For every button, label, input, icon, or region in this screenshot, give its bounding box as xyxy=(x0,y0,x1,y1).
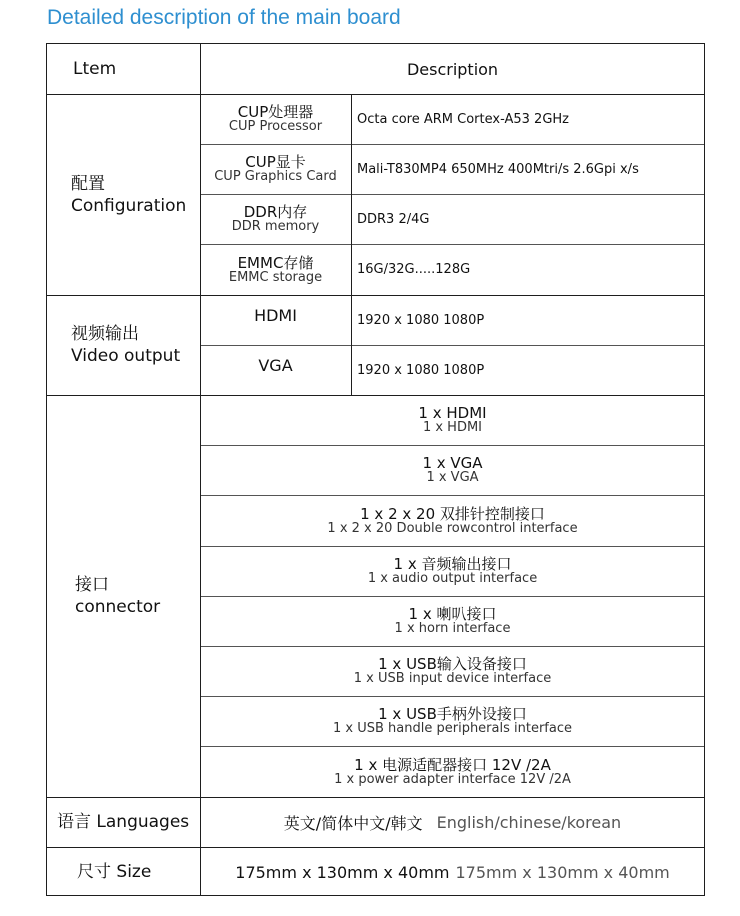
config-name-zh: CUP处理器 xyxy=(237,103,314,121)
video-value: 1920 x 1080 1080P xyxy=(357,362,485,378)
configuration-label-zh: 配置 xyxy=(71,173,105,194)
config-name-cell xyxy=(200,144,351,194)
header-description: Description xyxy=(406,59,499,79)
connector-zh: 1 x USB输入设备接口 xyxy=(378,655,527,673)
spec-table xyxy=(46,43,705,896)
connector-label-zh: 接口 xyxy=(75,575,109,595)
config-name-cell xyxy=(200,94,351,144)
config-value: DDR3 2/4G xyxy=(357,211,430,227)
connector-zh: 1 x 音频输出接口 xyxy=(393,555,512,573)
connector-label-en: connector xyxy=(75,597,161,617)
connector-row xyxy=(200,445,705,495)
configuration-label-en: Configuration xyxy=(71,195,187,216)
connector-en: 1 x audio output interface xyxy=(367,571,538,586)
video-value-cell xyxy=(351,345,705,395)
config-value-cell xyxy=(351,244,705,295)
connector-row xyxy=(200,495,705,546)
configuration-label xyxy=(47,94,200,295)
connector-en: 1 x HDMI xyxy=(422,420,483,435)
connector-en: 1 x power adapter interface 12V /2A xyxy=(334,771,571,787)
config-name-zh: CUP显卡 xyxy=(245,153,306,171)
languages-label: 语言 Languages xyxy=(57,812,190,832)
config-value-cell xyxy=(351,144,705,194)
connector-row xyxy=(200,395,705,445)
connector-row xyxy=(200,696,705,746)
config-name-cell xyxy=(200,244,351,295)
config-value: Octa core ARM Cortex-A53 2GHz xyxy=(357,111,569,127)
header-item-cell xyxy=(47,44,200,94)
config-name-cell xyxy=(200,194,351,244)
video-name: HDMI xyxy=(254,306,297,325)
header-item: Ltem xyxy=(73,59,117,79)
config-name-en: DDR memory xyxy=(231,219,320,234)
video-name-cell xyxy=(200,345,351,395)
connector-en: 1 x 2 x 20 Double rowcontrol interface xyxy=(327,520,578,536)
config-name-zh: DDR内存 xyxy=(243,203,308,221)
config-value: 16G/32G.....128G xyxy=(357,262,471,277)
header-description-cell xyxy=(200,44,705,94)
connector-row xyxy=(200,646,705,696)
connector-zh: 1 x 电源适配器接口 12V /2A xyxy=(354,755,551,774)
connector-zh: 1 x 2 x 20 双排针控制接口 xyxy=(360,504,545,523)
size-label: 尺寸 Size xyxy=(77,862,152,882)
connector-en: 1 x horn interface xyxy=(394,621,511,636)
video-output-label xyxy=(47,295,200,395)
config-value-cell xyxy=(351,94,705,144)
connector-label xyxy=(47,395,200,797)
config-name-en: EMMC storage xyxy=(228,269,323,285)
video-output-label-zh: 视频输出 xyxy=(71,324,139,344)
config-value-cell xyxy=(351,194,705,244)
connector-row xyxy=(200,746,705,797)
video-name: VGA xyxy=(258,356,293,375)
video-value-cell xyxy=(351,295,705,345)
video-value: 1920 x 1080 1080P xyxy=(357,312,485,328)
connector-row xyxy=(200,596,705,646)
languages-value-zh: 英文/简体中文/韩文 xyxy=(283,813,423,833)
size-value-en: 175mm x 130mm x 40mm xyxy=(455,862,670,882)
languages-value-en: English/chinese/korean xyxy=(436,812,622,832)
size-value-zh: 175mm x 130mm x 40mm xyxy=(235,862,450,882)
config-name-en: CUP Processor xyxy=(228,119,323,134)
size-label-cell xyxy=(47,847,200,897)
connector-zh: 1 x 喇叭接口 xyxy=(408,605,497,623)
connector-zh: 1 x USB手柄外设接口 xyxy=(378,705,527,723)
connector-zh: 1 x HDMI xyxy=(418,404,487,422)
connector-en: 1 x USB handle peripherals interface xyxy=(333,721,572,736)
config-name-en: CUP Graphics Card xyxy=(214,169,337,184)
config-value: Mali-T830MP4 650MHz 400Mtri/s 2.6Gpi x/s xyxy=(357,161,639,177)
video-name-cell xyxy=(200,295,351,345)
config-name-zh: EMMC存储 xyxy=(237,253,314,272)
video-output-label-en: Video output xyxy=(71,346,181,366)
connector-en: 1 x VGA xyxy=(426,470,479,485)
size-value-cell xyxy=(200,847,705,897)
page-title: Detailed description of the main board xyxy=(47,6,401,29)
languages-label-cell xyxy=(47,797,200,847)
languages-value-cell xyxy=(200,797,705,847)
connector-en: 1 x USB input device interface xyxy=(353,671,552,686)
connector-zh: 1 x VGA xyxy=(422,454,483,472)
connector-row xyxy=(200,546,705,596)
